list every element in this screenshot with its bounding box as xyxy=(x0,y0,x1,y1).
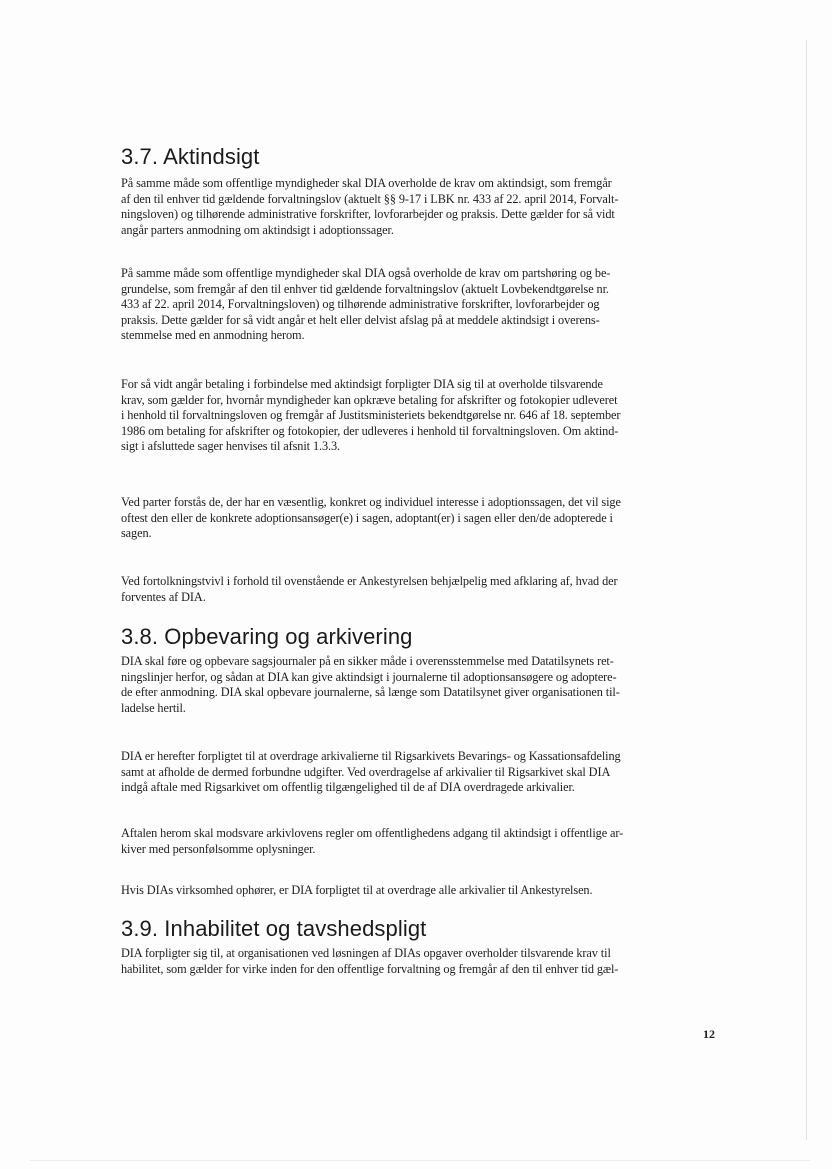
text-line: ningsloven) og tilhørende administrative forskrifter, lovforarbejder og praksis. Dette gælder for så vidt xyxy=(121,207,615,221)
paragraph xyxy=(121,266,731,344)
paragraph xyxy=(121,654,731,716)
text-line: de efter anmodning. DIA skal opbevare journalerne, så længe som Datatilsynet giver organisationen til- xyxy=(121,685,620,699)
text-line: stemmelse med en anmodning herom. xyxy=(121,328,305,342)
text-line: sagen. xyxy=(121,526,152,540)
page-edge-right xyxy=(806,40,807,1140)
text-line: 1986 om betaling for afskrifter og fotokopier, der udleveres i henhold til forvaltningsloven. Om aktind- xyxy=(121,423,619,438)
paragraph xyxy=(121,826,731,857)
text-line: i henhold til forvaltningsloven og fremgår af Justitsministeriets bekendtgørelse nr. 646 af 18. september xyxy=(121,408,621,422)
paragraph xyxy=(121,495,731,542)
text-line: indgå aftale med Rigsarkivet om offentlig tilgængelighed til de af DIA overdragede arkivalier. xyxy=(121,780,575,794)
text-line: samt at afholde de dermed forbundne udgifter. Ved overdragelse af arkivalier til Rigsarkivet skal DIA xyxy=(121,764,611,779)
paragraph xyxy=(121,946,731,977)
text-line: På samme måde som offentlige myndigheder skal DIA overholde de krav om aktindsigt, som fremgår xyxy=(121,176,612,190)
text-line: Hvis DIAs virksomhed ophører, er DIA forpligtet til at overdrage alle arkivalier til Ankestyrelsen. xyxy=(121,883,593,897)
text-line: ladelse hertil. xyxy=(121,700,186,715)
text-line: ningslinjer herfor, og sådan at DIA kan give aktindsigt i journalerne til adoptionsansøgere og adoptere- xyxy=(121,669,617,684)
text-line: kiver med personfølsomme oplysninger. xyxy=(121,841,316,856)
text-line: DIA skal føre og opbevare sagsjournaler på en sikker måde i overensstemmelse med Datatilsynets ret- xyxy=(121,654,614,668)
paragraph xyxy=(121,749,731,796)
text-line: sigt i afsluttede sager henvises til afsnit 1.3.3. xyxy=(121,439,341,453)
paragraph xyxy=(121,176,731,238)
text-line: oftest den eller de konkrete adoptionsansøger(e) i sagen, adoptant(er) i sagen eller den/de adopterede i xyxy=(121,510,613,525)
text-line: af den til enhver tid gældende forvaltningslov (aktuelt §§ 9-17 i LBK nr. 433 af 22. april 2014, Forvalt- xyxy=(121,191,619,206)
page-edge-bottom xyxy=(30,1160,810,1161)
text-line: 433 af 22. april 2014, Forvaltningsloven) og tilhørende administrative forskrifter, lovforarbejder og xyxy=(121,297,600,311)
section-heading-inhabilitet: 3.9. Inhabilitet og tavshedspligt xyxy=(121,916,427,941)
text-line: Aftalen herom skal modsvare arkivlovens regler om offentlighedens adgang til aktindsigt i offentlige ar- xyxy=(121,826,624,840)
text-line: praksis. Dette gælder for så vidt angår et helt eller delvist afslag på at meddele aktindsigt i overens- xyxy=(121,312,600,327)
text-line: Ved parter forstås de, der har en væsentlig, konkret og individuel interesse i adoptionssagen, det vil sige xyxy=(121,495,621,509)
text-line: grundelse, som fremgår af den til enhver tid gældende forvaltningslov (aktuelt Lovbekendtgørelse nr. xyxy=(121,281,609,296)
section-heading-aktindsigt: 3.7. Aktindsigt xyxy=(121,144,260,169)
text-line: forventes af DIA. xyxy=(121,589,206,604)
page-number: 12 xyxy=(703,1027,715,1041)
text-line: På samme måde som offentlige myndigheder skal DIA også overholde de krav om partshøring og be- xyxy=(121,266,611,280)
text-line: For så vidt angår betaling i forbindelse med aktindsigt forpligter DIA sig til at overholde tilsvarende xyxy=(121,377,603,391)
paragraph xyxy=(121,574,731,605)
text-line: krav, som gælder for, hvornår myndigheder kan opkræve betaling for afskrifter og fotokopier udleveret xyxy=(121,392,618,407)
text-line: Ved fortolkningstvivl i forhold til ovenstående er Ankestyrelsen behjælpelig med afklaring af, hvad der xyxy=(121,574,618,588)
text-line: angår parters anmodning om aktindsigt i adoptionssager. xyxy=(121,222,394,237)
paragraph xyxy=(121,883,731,899)
section-heading-opbevaring: 3.8. Opbevaring og arkivering xyxy=(121,624,413,649)
paragraph xyxy=(121,377,731,455)
text-line: DIA forpligter sig til, at organisationen ved løsningen af DIAs opgaver overholder tilsvarende krav til xyxy=(121,946,611,960)
text-line: habilitet, som gælder for virke inden for den offentlige forvaltning og fremgår af den til enhver tid gæl- xyxy=(121,961,619,976)
text-line: DIA er herefter forpligtet til at overdrage arkivalierne til Rigsarkivets Bevarings- og Kassationsafdeling xyxy=(121,749,621,763)
